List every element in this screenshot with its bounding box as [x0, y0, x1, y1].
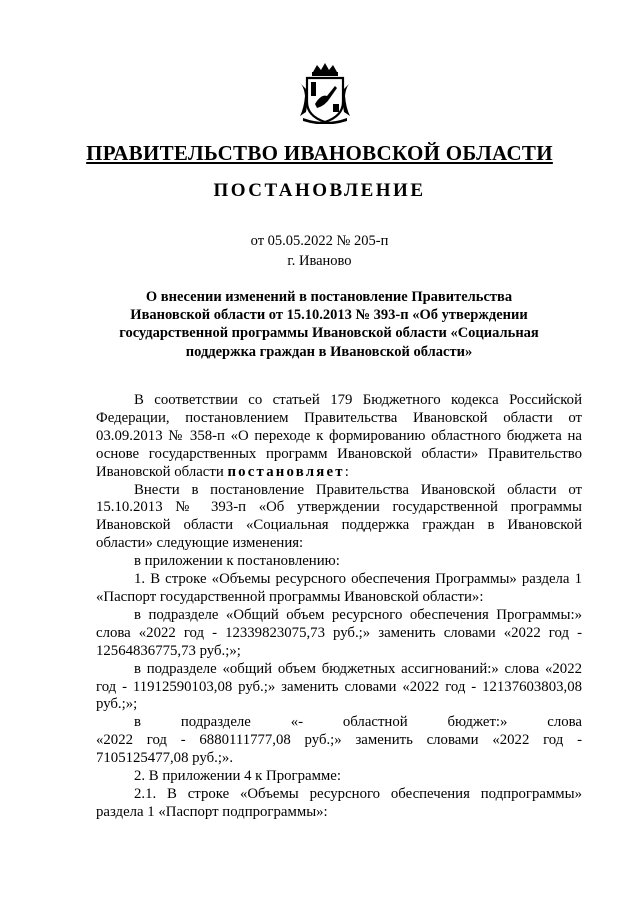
paragraph-regional-budget-line: в подразделе «- областной бюджет:» слова [134, 714, 582, 731]
decree-keyword: постановляет [227, 463, 345, 480]
paragraph-total-volume: в подразделе «Общий объем ресурсного обеспечения Программы:» слова «2022 год - 12339823075,73 руб.;» заменить словами «2022 год - 12564836775,73 руб.;»; [96, 606, 582, 659]
subject-line: государственной программы Ивановской области «Социальная [119, 325, 539, 342]
paragraph-item-1: 1. В строке «Объемы ресурсного обеспечения Программы» раздела 1 «Паспорт государственной программы Ивановской области»: [96, 571, 582, 605]
paragraph-preamble [96, 392, 582, 482]
subject-line: О внесении изменений в постановление Правительства [145, 289, 513, 305]
paragraph-budget-allocations: в подразделе «общий объем бюджетных ассигнований:» слова «2022 год - 11912590103,08 руб.;» заменить словами «2022 год - 12137603803,08 руб.;»; [96, 660, 582, 713]
date-number: от 05.05.2022 № 205-п [250, 233, 389, 249]
document-subject [100, 288, 558, 361]
paragraph-appendix: в приложении к постановлению: [134, 553, 340, 570]
preamble-text: В соответствии со статьей 179 Бюджетного кодекса Российской Федерации, постановлением Правительства Ивановской области от 03.09.2013 № 358-п «О переходе к формированию областного бюджета на основе государственных программ Ивановской области» Правительство Ивановской области [96, 392, 582, 480]
preamble-colon: : [344, 463, 349, 480]
subject-line: поддержка граждан в Ивановской области» [185, 343, 473, 360]
paragraph-item-2: 2. В приложении 4 к Программе: [134, 768, 341, 785]
city: г. Иваново [287, 253, 352, 269]
document-type: ПОСТАНОВЛЕНИЕ [213, 180, 426, 201]
document-body [96, 392, 582, 822]
coat-of-arms-icon [297, 62, 353, 124]
organization-title: ПРАВИТЕЛЬСТВО ИВАНОВСКОЙ ОБЛАСТИ [86, 141, 553, 165]
paragraph-regional-budget: «2022 год - 6880111777,08 руб.;» заменить словами «2022 год - 7105125477,08 руб.;». [96, 732, 582, 767]
subject-line: Ивановской области от 15.10.2013 № 393-п «Об утверждении [130, 307, 528, 324]
paragraph-item-2-1: 2.1. В строке «Объемы ресурсного обеспечения подпрограммы» раздела 1 «Паспорт подпрограммы»: [96, 785, 582, 820]
paragraph-amend: Внести в постановление Правительства Ивановской области от 15.10.2013 № 393-п «Об утверждении государственной программы Ивановской области «Социальная поддержка граждан в Ивановской области» следующие изменения: [96, 481, 582, 552]
